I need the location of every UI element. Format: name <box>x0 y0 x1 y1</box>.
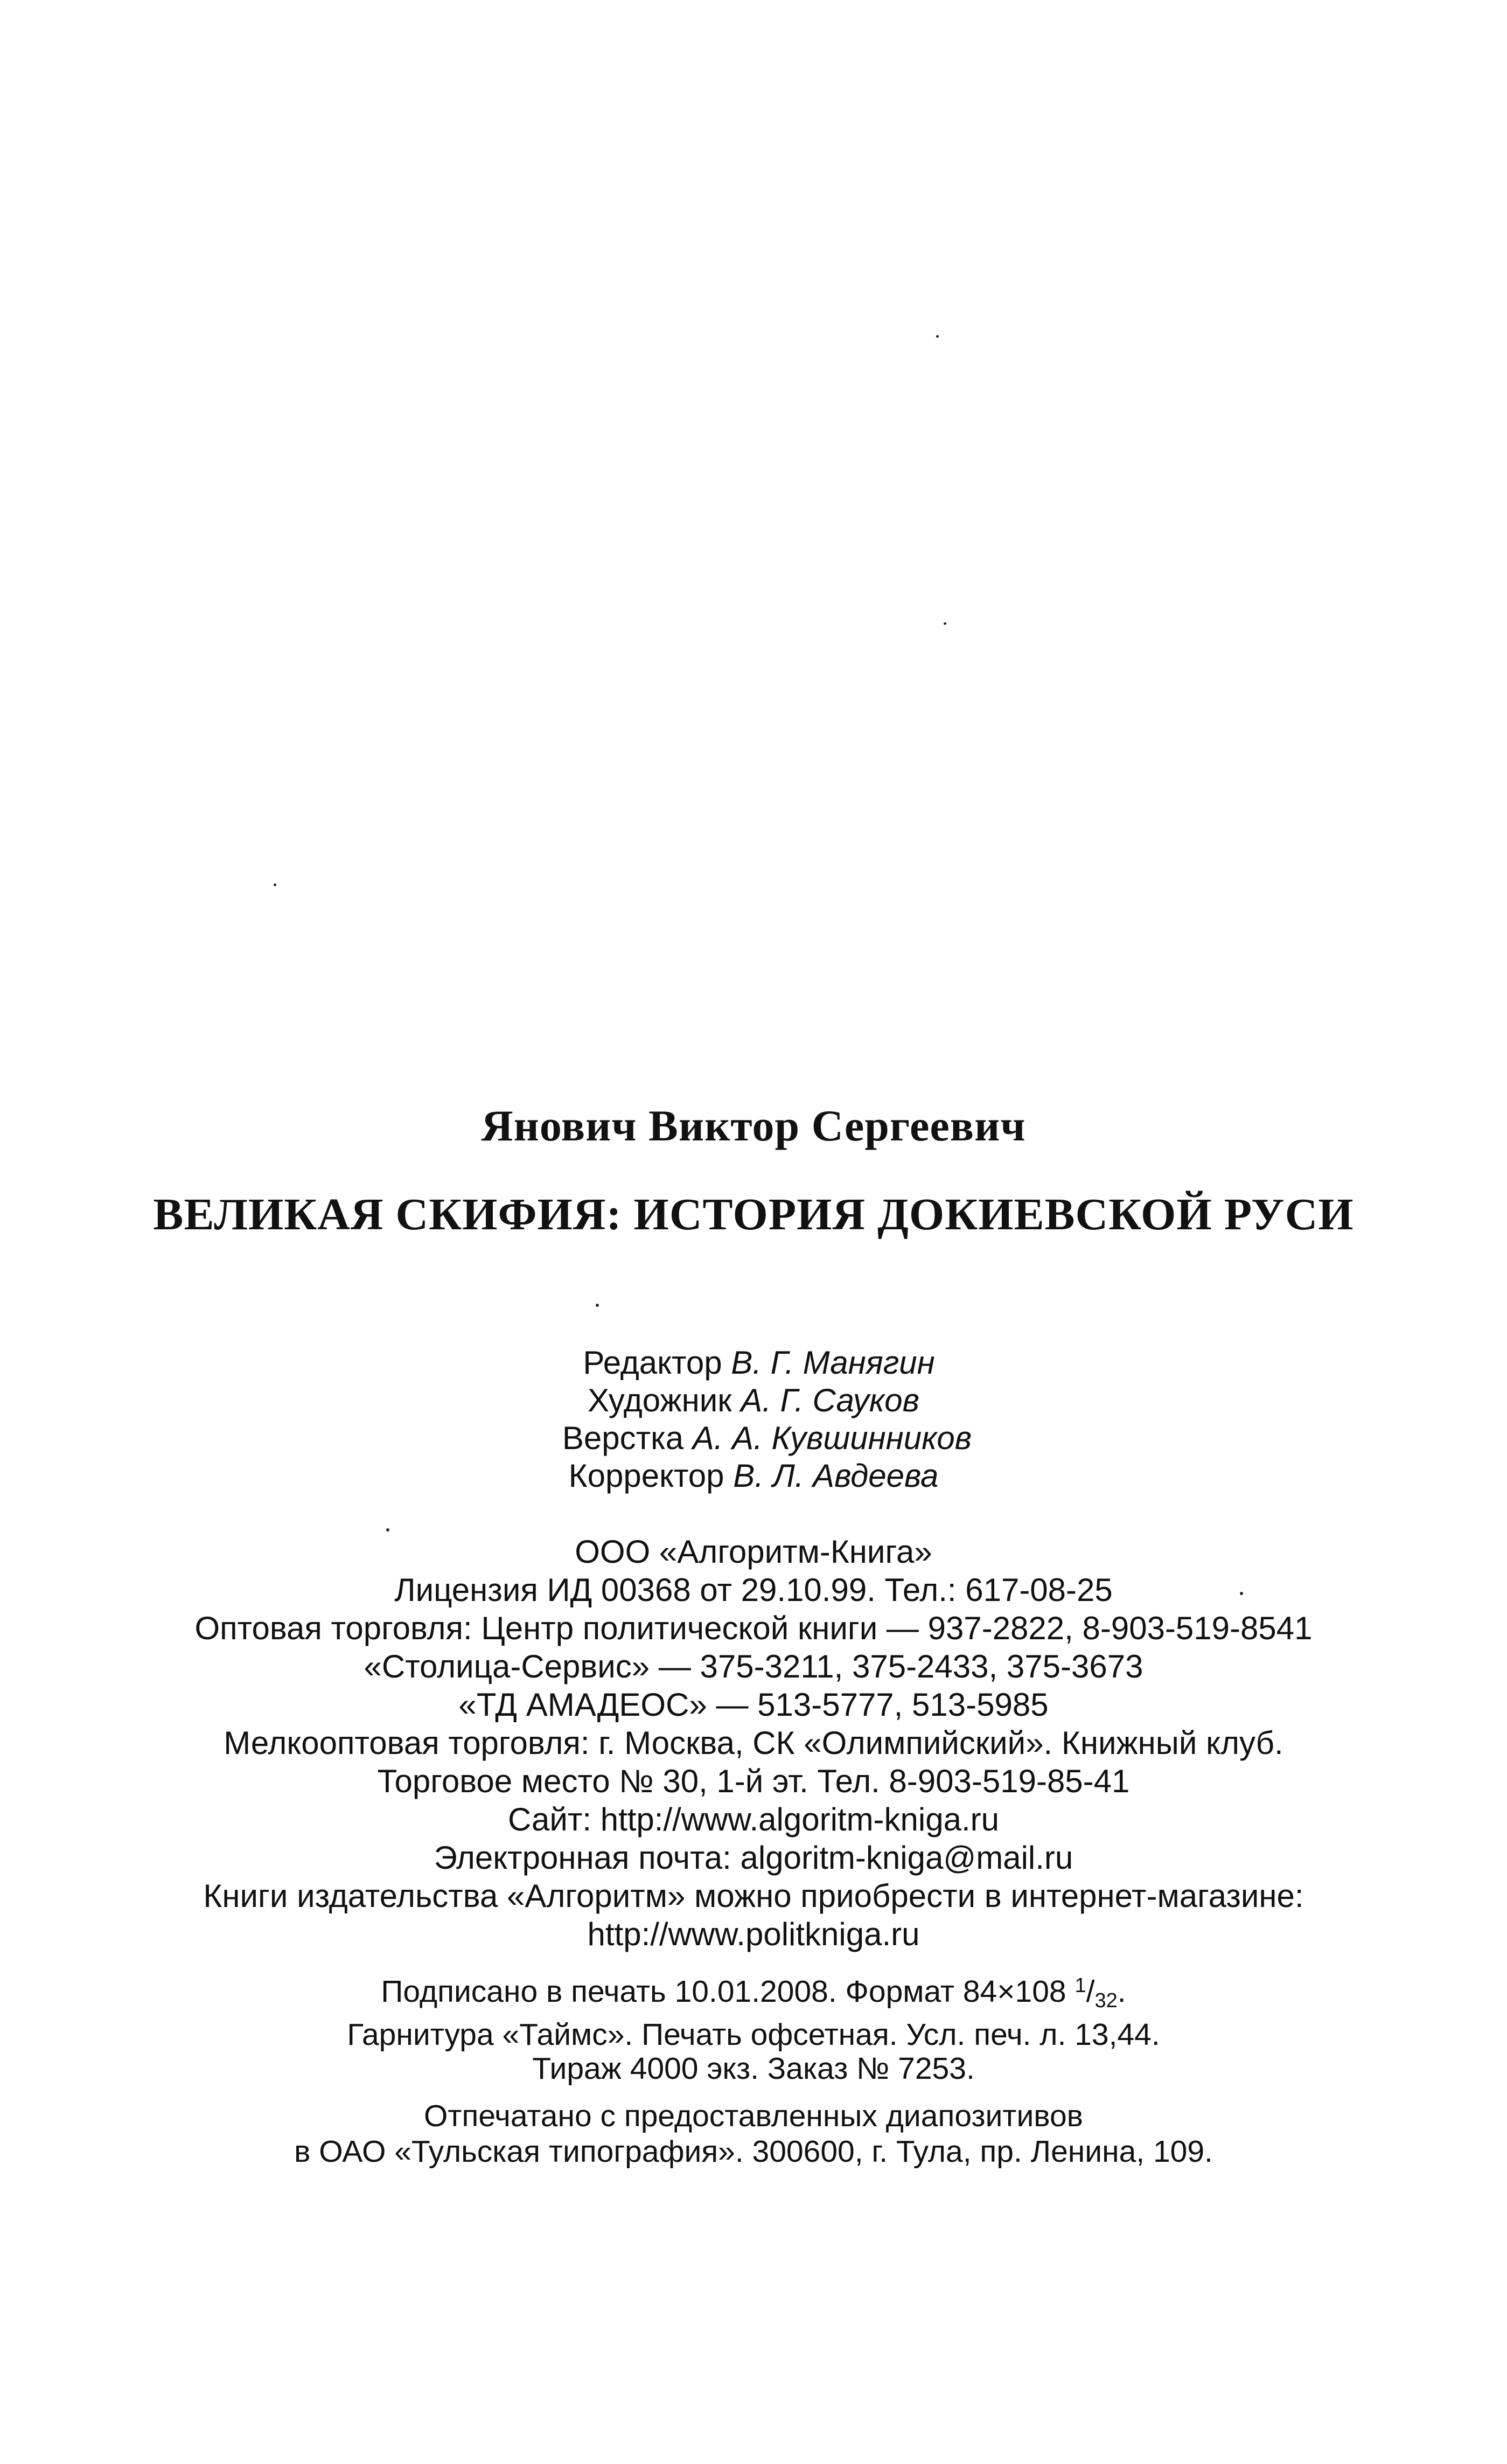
trade-place-line: Торговое место № 30, 1-й эт. Тел. 8-903-519-85-41 <box>377 1763 1130 1799</box>
credit-role: Редактор <box>583 1345 722 1381</box>
print-run-line: Тираж 4000 экз. Заказ № 7253. <box>532 2051 975 2086</box>
book-title: ВЕЛИКАЯ СКИФИЯ: ИСТОРИЯ ДОКИЕВСКОЙ РУСИ <box>153 1189 1354 1240</box>
print-info-block <box>0 1969 1507 2086</box>
wholesale-line: Оптовая торговля: Центр политической книги — 937-2822, 8-903-519-8541 <box>194 1610 1313 1646</box>
format-denominator: 32 <box>1094 1989 1118 2012</box>
credit-role: Верстка <box>562 1420 684 1456</box>
credit-role: Корректор <box>568 1458 724 1494</box>
credits-block <box>0 1344 1507 1495</box>
scan-speck <box>596 1304 599 1307</box>
credit-line <box>0 1344 1507 1382</box>
printer-block <box>0 2098 1507 2169</box>
credit-role: Художник <box>588 1382 732 1418</box>
distributor-line: «Столица-Сервис» — 375-3211, 375-2433, 375-3673 <box>364 1648 1143 1685</box>
publisher-name: ООО «Алгоритм-Книга» <box>575 1534 932 1570</box>
credit-line <box>0 1382 1507 1419</box>
email-line: Электронная почта: algoritm-kniga@mail.ru <box>434 1840 1073 1876</box>
website-line: Сайт: http://www.algoritm-kniga.ru <box>508 1801 999 1837</box>
credit-person: А. Г. Сауков <box>741 1382 919 1418</box>
print-date-format-text: Подписано в печать 10.01.2008. Формат 84×108 <box>381 1974 1066 2009</box>
scan-speck <box>944 622 946 625</box>
typeface-line: Гарнитура «Таймс». Печать офсетная. Усл. печ. л. 13,44. <box>347 2017 1160 2052</box>
scan-speck <box>274 883 276 886</box>
license-line: Лицензия ИД 00368 от 29.10.99. Тел.: 617-08-25 <box>394 1572 1113 1608</box>
publisher-block <box>0 1533 1507 1953</box>
distributor-line: «ТД АМАДЕОС» — 513-5777, 513-5985 <box>458 1687 1049 1723</box>
format-numerator: 1 <box>1075 1974 1086 1997</box>
scan-speck <box>936 335 939 338</box>
credit-person: А. А. Кувшинников <box>692 1420 972 1456</box>
printer-address-line: в ОАО «Тульская типография». 300600, г. Тула, пр. Ленина, 109. <box>294 2134 1213 2169</box>
credit-line <box>0 1419 1507 1457</box>
format-fraction: $^1/_{32}$ <box>1075 1974 1118 2012</box>
print-date-format-line <box>0 1969 1507 2018</box>
scan-speck <box>386 1528 389 1532</box>
credit-person: В. Г. Манягин <box>731 1345 935 1381</box>
credit-person: В. Л. Авдеева <box>733 1458 939 1494</box>
small-wholesale-line: Мелкооптовая торговля: г. Москва, СК «Олимпийский». Книжный клуб. <box>224 1725 1283 1761</box>
author-name: Янович Виктор Сергеевич <box>481 1101 1026 1150</box>
online-shop-url: http://www.politkniga.ru <box>587 1916 920 1952</box>
printer-line: Отпечатано с предоставленных диапозитивов <box>424 2099 1083 2133</box>
format-period: . <box>1117 1974 1126 2009</box>
credit-line <box>0 1457 1507 1495</box>
online-shop-line: Книги издательства «Алгоритм» можно приобрести в интернет-магазине: <box>203 1878 1304 1914</box>
